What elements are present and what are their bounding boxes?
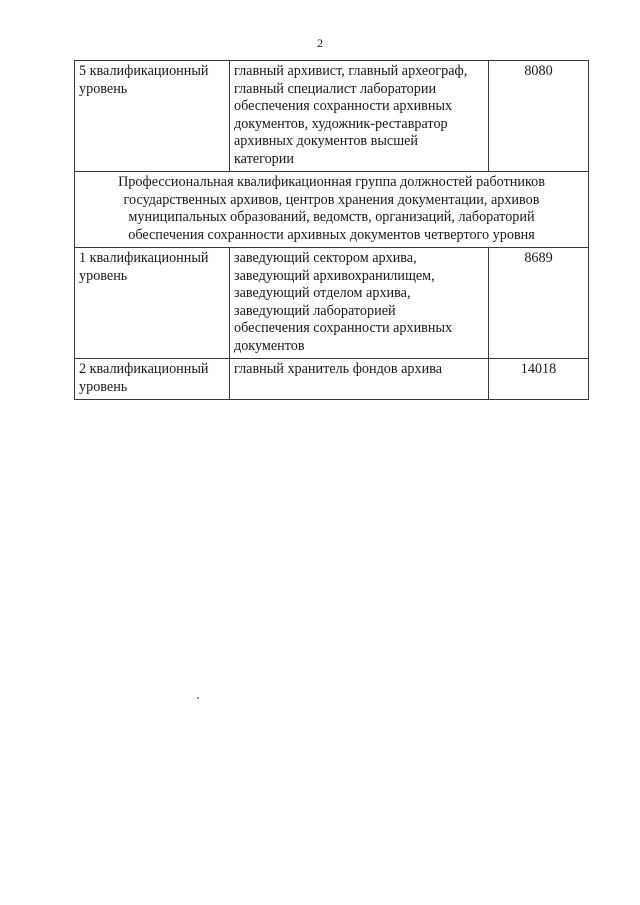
salary-amount-cell: [489, 248, 589, 359]
position-text: заведующий сектором архива,: [234, 250, 417, 266]
position-text: заведующий лабораторией: [234, 302, 396, 319]
qualification-level-text: 2 квалификационный: [79, 361, 209, 377]
table-row: [75, 61, 589, 172]
salary-amount: 14018: [520, 361, 557, 377]
position-text: главный архивист, главный археограф,: [234, 63, 468, 79]
salary-amount: 8689: [524, 250, 553, 266]
table-row: [75, 359, 589, 400]
position-text: архивных документов высшей: [234, 133, 419, 149]
position-text: обеспечения сохранности архивных: [234, 320, 453, 336]
table-row: [75, 172, 589, 248]
qualification-level-cell: [75, 248, 230, 359]
qualification-level-text: уровень: [79, 267, 128, 284]
group-header-text: муниципальных образований, ведомств, организаций, лабораторий: [128, 209, 535, 225]
scan-speck: [197, 697, 199, 699]
qualification-group-header: [75, 172, 589, 248]
salary-table: [74, 60, 589, 400]
page-number: 2: [317, 36, 323, 50]
salary-amount: 8080: [524, 63, 553, 79]
position-text: обеспечения сохранности архивных: [234, 98, 453, 114]
position-text: главный хранитель фондов архива: [234, 361, 443, 377]
positions-cell: [230, 61, 489, 172]
qualification-level-cell: [75, 61, 230, 172]
position-text: заведующий архивохранилищем,: [234, 267, 435, 284]
group-header-text: обеспечения сохранности архивных документов четвертого уровня: [128, 226, 535, 243]
position-text: категории: [234, 150, 294, 167]
salary-amount-cell: [489, 359, 589, 400]
salary-amount-cell: [489, 61, 589, 172]
qualification-level-text: 1 квалификационный: [79, 250, 209, 266]
qualification-level-text: 5 квалификационный: [79, 63, 209, 79]
positions-cell: [230, 359, 489, 400]
position-text: заведующий отделом архива,: [234, 285, 411, 301]
position-text: документов, художник-реставратор: [234, 115, 448, 132]
position-text: главный специалист лаборатории: [234, 80, 437, 97]
qualification-level-text: уровень: [79, 378, 128, 395]
position-text: документов: [234, 337, 305, 354]
table-row: [75, 248, 589, 359]
positions-cell: [230, 248, 489, 359]
qualification-level-text: уровень: [79, 80, 128, 97]
group-header-text: государственных архивов, центров хранения документации, архивов: [123, 191, 540, 208]
qualification-level-cell: [75, 359, 230, 400]
group-header-text: Профессиональная квалификационная группа должностей работников: [118, 174, 545, 190]
